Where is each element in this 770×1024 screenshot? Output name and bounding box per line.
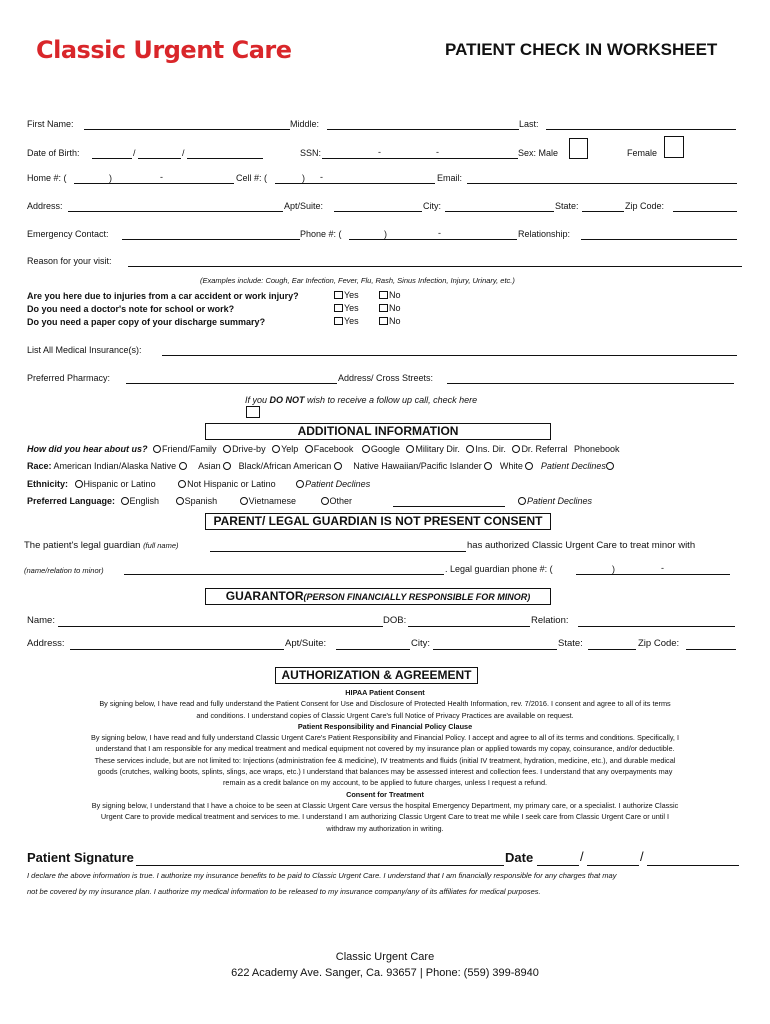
- ssn-dash-1: -: [378, 147, 381, 157]
- relationship-label: Relationship:: [518, 229, 571, 239]
- policy-line-5: remain as a credit balance on my account, to be applied to future charges, unless I request a refund.: [222, 778, 548, 788]
- ethnicity-row: [27, 479, 370, 489]
- date-month-field[interactable]: [537, 865, 579, 866]
- dob-label: Date of Birth:: [27, 148, 80, 158]
- hear-about-row: [27, 444, 620, 454]
- reason-field[interactable]: [128, 266, 742, 267]
- date-year-field[interactable]: [647, 865, 739, 866]
- relationship-field[interactable]: [581, 239, 737, 240]
- guarantor-apt-field[interactable]: [336, 649, 410, 650]
- address-field[interactable]: [68, 211, 283, 212]
- language-other-field[interactable]: [393, 506, 505, 507]
- pharmacy-label: Preferred Pharmacy:: [27, 373, 111, 383]
- question-discharge-no[interactable]: No: [379, 316, 401, 326]
- authorization-text: [30, 687, 740, 834]
- question-accident: Are you here due to injuries from a car accident or work injury?: [27, 291, 299, 301]
- no-checkbox[interactable]: [379, 317, 388, 325]
- guarantor-state-field[interactable]: [588, 649, 636, 650]
- yes-checkbox[interactable]: [334, 317, 343, 325]
- ethnicity-opt-hispanic[interactable]: Hispanic or Latino: [75, 479, 156, 489]
- language-opt-declines[interactable]: Patient Declines: [518, 496, 592, 506]
- guarantor-zip-field[interactable]: [686, 649, 736, 650]
- question-doctor-note-no[interactable]: No: [379, 303, 401, 313]
- consent-line-1: By signing below, I understand that I have a choice to be seen at Classic Urgent Care versus the hospital Emergency Department, my primary care, or a specialist. I authorize Classic: [91, 800, 679, 810]
- race-opt-hawaiian[interactable]: Native Hawaiian/Pacific Islander: [353, 461, 493, 471]
- cell-dash: -: [320, 172, 323, 182]
- reason-examples: (Examples include: Cough, Ear Infection, Fever, Flu, Rash, Sinus Infection, Injury, Urinary, etc.): [200, 276, 515, 285]
- no-checkbox[interactable]: [379, 291, 388, 299]
- race-opt-native[interactable]: American Indian/Alaska Native: [54, 461, 188, 471]
- cross-streets-field[interactable]: [447, 383, 734, 384]
- guarantor-address-label: Address:: [27, 638, 65, 649]
- dob-day-field[interactable]: [138, 158, 181, 159]
- language-row: [27, 496, 352, 506]
- additional-info-header: ADDITIONAL INFORMATION: [205, 423, 551, 440]
- hear-opt-referral[interactable]: Dr. Referral: [512, 444, 567, 454]
- language-opt-spanish[interactable]: Spanish: [176, 496, 218, 506]
- home-phone-label: Home #: (: [27, 173, 67, 183]
- guardian-consent-header: PARENT/ LEGAL GUARDIAN IS NOT PRESENT CONSENT: [205, 513, 551, 530]
- ssn-dash-2: -: [436, 147, 439, 157]
- language-label: Preferred Language:: [27, 496, 116, 506]
- cell-paren: ): [302, 173, 305, 183]
- guarantor-name-field[interactable]: [58, 626, 383, 627]
- guardian-relation-note: (name/relation to minor): [24, 566, 104, 575]
- question-doctor-note: Do you need a doctor's note for school or work?: [27, 304, 235, 314]
- cross-streets-label: Address/ Cross Streets:: [338, 373, 434, 383]
- race-opt-asian[interactable]: Asian: [198, 461, 232, 471]
- consent-title: Consent for Treatment: [346, 789, 424, 799]
- ssn-field[interactable]: [322, 158, 518, 159]
- emergency-phone-field[interactable]: [349, 239, 517, 240]
- declaration-line-2: not be covered by my insurance plan. I authorize my medical information to be released to my insurance company/any of its affiliates for medical purposes.: [27, 887, 541, 896]
- last-name-label: Last:: [519, 119, 539, 129]
- race-opt-white[interactable]: White: [500, 461, 535, 471]
- yes-checkbox[interactable]: [334, 291, 343, 299]
- insurance-field[interactable]: [162, 355, 737, 356]
- emergency-paren: ): [384, 229, 387, 239]
- dob-year-field[interactable]: [187, 158, 263, 159]
- hear-opt-driveby[interactable]: Drive-by: [223, 444, 266, 454]
- hear-opt-insdir[interactable]: Ins. Dir.: [466, 444, 506, 454]
- ethnicity-opt-declines[interactable]: Patient Declines: [296, 479, 370, 489]
- city-label: City:: [423, 201, 441, 211]
- policy-line-1: By signing below, I have read and fully understand Classic Urgent Care's Patient Responsibility and Financial Policy. I accept and agree to all of its terms and conditions. Specifically, I: [90, 733, 680, 743]
- guarantor-name-label: Name:: [27, 615, 55, 626]
- guarantor-dob-label: DOB:: [383, 615, 407, 626]
- question-discharge: Do you need a paper copy of your discharge summary?: [27, 317, 266, 327]
- consent-line-2: Urgent Care to provide medical treatment and services to me. I understand I am authorizing Classic Urgent Care to treat me while I seek care from Classic Urgent Care or until I: [100, 812, 670, 822]
- hipaa-line-1: By signing below, I have read and fully understand the Patient Consent for Use and Disclosure of Protected Health Information, rev. 7/2016. I consent and agree to all of its terms: [99, 699, 671, 709]
- date-label: Date: [505, 850, 534, 865]
- ethnicity-label: Ethnicity:: [27, 479, 69, 489]
- guarantor-dob-field[interactable]: [408, 626, 530, 627]
- emergency-contact-field[interactable]: [122, 239, 300, 240]
- home-paren: ): [109, 173, 112, 183]
- pharmacy-field[interactable]: [126, 383, 337, 384]
- insurance-label: List All Medical Insurance(s):: [27, 345, 142, 355]
- guardian-name-field[interactable]: [210, 551, 466, 552]
- guardian-phone-field[interactable]: [576, 574, 730, 575]
- hear-about-label: How did you hear about us?: [27, 444, 148, 454]
- city-field[interactable]: [445, 211, 554, 212]
- guardian-phone-dash: -: [661, 563, 664, 573]
- signature-field[interactable]: [136, 865, 504, 866]
- hipaa-line-2: and conditions. I understand copies of Classic Urgent Care's full Notice of Privacy Practices are available on request.: [196, 710, 574, 720]
- emergency-contact-label: Emergency Contact:: [27, 229, 109, 239]
- language-opt-english[interactable]: English: [121, 496, 160, 506]
- followup-checkbox[interactable]: [246, 406, 260, 418]
- ethnicity-opt-not-hispanic[interactable]: Not Hispanic or Latino: [178, 479, 276, 489]
- first-name-label: First Name:: [27, 119, 74, 129]
- date-day-field[interactable]: [587, 865, 639, 866]
- sex-male-checkbox[interactable]: [569, 138, 588, 159]
- cell-phone-label: Cell #: (: [236, 173, 268, 183]
- middle-name-field[interactable]: [327, 129, 519, 130]
- question-accident-no[interactable]: No: [379, 290, 401, 300]
- footer-address: 622 Academy Ave. Sanger, Ca. 93657 | Phone: (559) 399-8940: [231, 967, 539, 979]
- policy-line-3: These services include, but are not limited to: Injections (administration fee & medicine), IV treatments and fluids (initial IV treatment, hydration, medicine, etc.), and durable medical: [94, 755, 676, 765]
- apt-field[interactable]: [334, 211, 422, 212]
- guarantor-city-label: City:: [411, 638, 430, 649]
- no-checkbox[interactable]: [379, 304, 388, 312]
- guardian-line1-post: has authorized Classic Urgent Care to treat minor with: [467, 540, 696, 551]
- yes-checkbox[interactable]: [334, 304, 343, 312]
- home-dash: -: [160, 172, 163, 182]
- apt-label: Apt/Suite:: [284, 201, 324, 211]
- race-label: Race:: [27, 461, 52, 471]
- race-row: [27, 461, 615, 471]
- policy-line-4: goods (crutches, walking boots, splints, slings, ace wraps, etc.) I understand that balances may be assessed interest and collection fees. I understand that any overpayments may: [97, 767, 673, 777]
- email-label: Email:: [437, 173, 463, 183]
- language-opt-vietnamese[interactable]: Vietnamese: [240, 496, 296, 506]
- guarantor-state-label: State:: [558, 638, 583, 649]
- sex-female-label: Female: [627, 148, 658, 158]
- sex-male-label: Sex: Male: [518, 148, 559, 158]
- guardian-phone-label: . Legal guardian phone #: (: [445, 564, 553, 574]
- reason-label: Reason for your visit:: [27, 256, 112, 266]
- guardian-line1-pre: The patient's legal guardian (full name): [24, 540, 179, 551]
- hear-opt-google[interactable]: Google: [362, 444, 400, 454]
- hear-opt-facebook[interactable]: Facebook: [305, 444, 354, 454]
- guarantor-relation-label: Relation:: [531, 615, 569, 626]
- last-name-field[interactable]: [546, 129, 736, 130]
- email-field[interactable]: [467, 183, 737, 184]
- guarantor-apt-label: Apt/Suite:: [285, 638, 327, 649]
- dob-month-field[interactable]: [92, 158, 132, 159]
- guarantor-city-field[interactable]: [433, 649, 557, 650]
- question-discharge-yes[interactable]: Yes: [334, 316, 359, 326]
- home-phone-field[interactable]: [74, 183, 234, 184]
- company-logo: Classic Urgent Care: [36, 36, 292, 64]
- followup-text: If you DO NOT wish to receive a follow up call, check here: [245, 395, 478, 405]
- cell-phone-field[interactable]: [275, 183, 435, 184]
- zip-field[interactable]: [673, 211, 737, 212]
- question-doctor-note-yes[interactable]: Yes: [334, 303, 359, 313]
- guarantor-zip-label: Zip Code:: [638, 638, 680, 649]
- race-opt-black[interactable]: Black/African American: [239, 461, 343, 471]
- dob-slash-2: /: [182, 148, 185, 158]
- state-field[interactable]: [582, 211, 624, 212]
- date-slash-1: /: [580, 849, 584, 864]
- consent-line-3: withdraw my authorization in writing.: [326, 823, 444, 833]
- middle-name-label: Middle:: [290, 119, 320, 129]
- date-slash-2: /: [640, 849, 644, 864]
- guarantor-relation-field[interactable]: [578, 626, 735, 627]
- address-label: Address:: [27, 201, 63, 211]
- authorization-header: AUTHORIZATION & AGREEMENT: [275, 667, 478, 684]
- race-opt-declines[interactable]: Patient Declines: [541, 461, 615, 471]
- signature-label: Patient Signature: [27, 850, 134, 865]
- page-title: PATIENT CHECK IN WORKSHEET: [445, 40, 718, 59]
- sex-female-checkbox[interactable]: [664, 136, 684, 158]
- policy-line-2: understand that I am responsible for any medical treatment and medical equipment not covered by my insurance plan or applied towards my copay, coinsurance, and/or deductible.: [95, 744, 675, 754]
- guardian-relation-field[interactable]: [124, 574, 444, 575]
- hear-opt-friend[interactable]: Friend/Family: [153, 444, 217, 454]
- hear-opt-military[interactable]: Military Dir.: [406, 444, 460, 454]
- declaration-line-1: I declare the above information is true. I authorize my insurance benefits to be paid to Classic Urgent Care. I understand that I am financially responsible for any charges that may: [27, 871, 617, 880]
- guarantor-address-field[interactable]: [70, 649, 284, 650]
- state-label: State:: [555, 201, 579, 211]
- question-accident-yes[interactable]: Yes: [334, 290, 359, 300]
- dob-slash-1: /: [133, 148, 136, 158]
- emergency-dash: -: [438, 228, 441, 238]
- language-opt-other[interactable]: Other: [321, 496, 353, 506]
- guardian-phone-paren: ): [612, 564, 615, 574]
- ssn-label: SSN:: [300, 148, 322, 158]
- first-name-field[interactable]: [84, 129, 290, 130]
- footer-company: Classic Urgent Care: [335, 951, 435, 963]
- hear-opt-phonebook: Phonebook: [573, 444, 620, 454]
- hipaa-title: HIPAA Patient Consent: [345, 688, 425, 697]
- zip-label: Zip Code:: [625, 201, 665, 211]
- hear-opt-yelp[interactable]: Yelp: [272, 444, 298, 454]
- guarantor-header: GUARANTOR(PERSON FINANCIALLY RESPONSIBLE FOR MINOR): [205, 588, 551, 605]
- policy-title: Patient Responsibility and Financial Policy Clause: [297, 721, 473, 731]
- emergency-phone-label: Phone #: (: [300, 229, 342, 239]
